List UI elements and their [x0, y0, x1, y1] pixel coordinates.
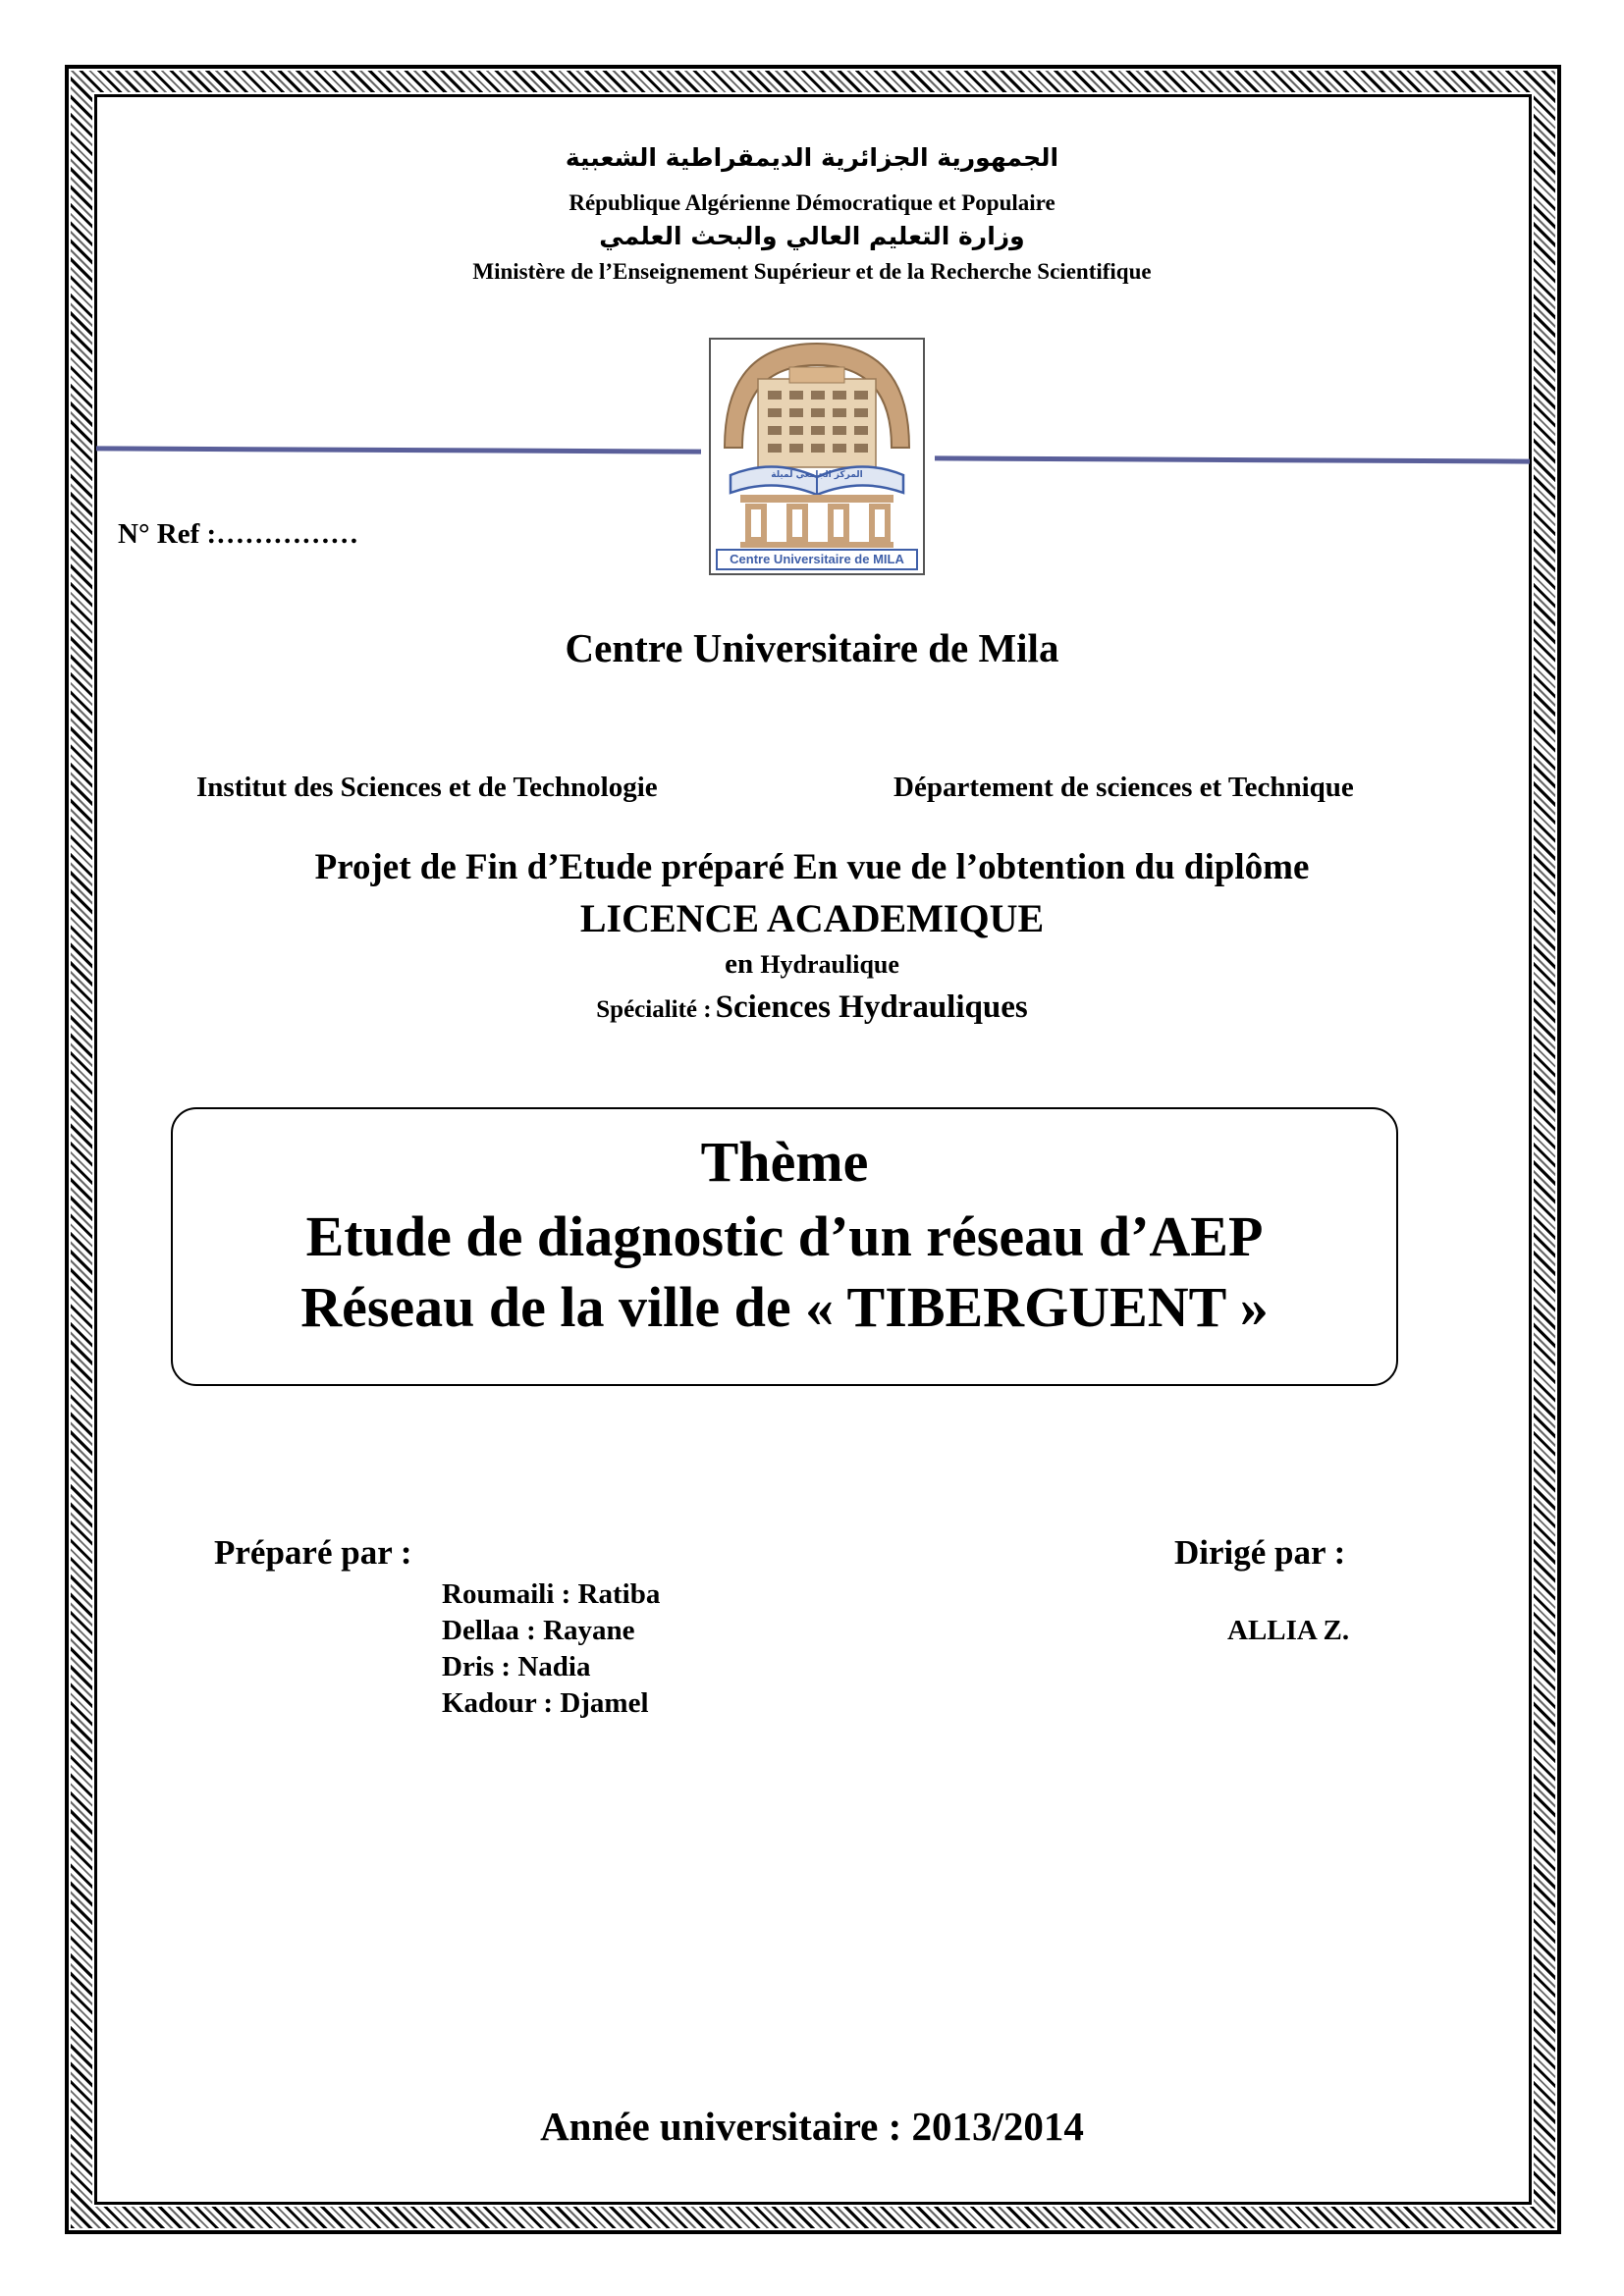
- ministry-french: Ministère de l’Enseignement Supérieur et de la Recherche Scientifique: [472, 259, 1152, 284]
- degree-field-prefix: en: [725, 948, 754, 980]
- logo-banner-arabic: المركز الجامعي لميلة: [771, 470, 863, 480]
- department-name: Département de sciences et Technique: [893, 772, 1354, 803]
- university-logo-graphic: [711, 340, 923, 573]
- student-name: Dellaa : Rayane: [442, 1615, 635, 1646]
- student-name: Roumaili : Ratiba: [442, 1578, 661, 1610]
- reference-number: N° Ref :……………: [118, 518, 359, 550]
- student-name: Dris : Nadia: [442, 1651, 591, 1682]
- university-logo: [709, 338, 925, 575]
- university-name: Centre Universitaire de Mila: [565, 625, 1059, 670]
- republic-french: République Algérienne Démocratique et Populaire: [568, 190, 1056, 215]
- supervisor-name: ALLIA Z.: [1227, 1615, 1350, 1646]
- prepared-by-label: Préparé par :: [214, 1533, 412, 1572]
- degree-field: [0, 948, 1624, 981]
- theme-title-line2: Réseau de la ville de « TIBERGUENT »: [300, 1275, 1269, 1339]
- academic-year: Année universitaire : 2013/2014: [540, 2104, 1084, 2149]
- institute-name: Institut des Sciences et de Technologie: [196, 772, 658, 803]
- theme-title-line1: Etude de diagnostic d’un réseau d’AEP: [305, 1204, 1264, 1268]
- project-statement: Projet de Fin d’Etude préparé En vue de l’obtention du diplôme: [314, 847, 1310, 887]
- directed-by-label: Dirigé par :: [1174, 1533, 1346, 1572]
- degree-name: LICENCE ACADEMIQUE: [579, 896, 1045, 940]
- ministry-arabic: وزارة التعليم العالي والبحث العلمي: [599, 222, 1025, 250]
- speciality: [0, 989, 1624, 1026]
- theme-label: Thème: [700, 1130, 869, 1194]
- speciality-value: Sciences Hydrauliques: [715, 989, 1028, 1025]
- degree-field-value: Hydraulique: [760, 950, 899, 979]
- republic-arabic: الجمهورية الجزائرية الديمقراطية الشعبية: [565, 143, 1059, 172]
- speciality-label: Spécialité :: [596, 996, 712, 1023]
- logo-caption: Centre Universitaire de MILA: [730, 552, 904, 566]
- student-name: Kadour : Djamel: [442, 1687, 649, 1719]
